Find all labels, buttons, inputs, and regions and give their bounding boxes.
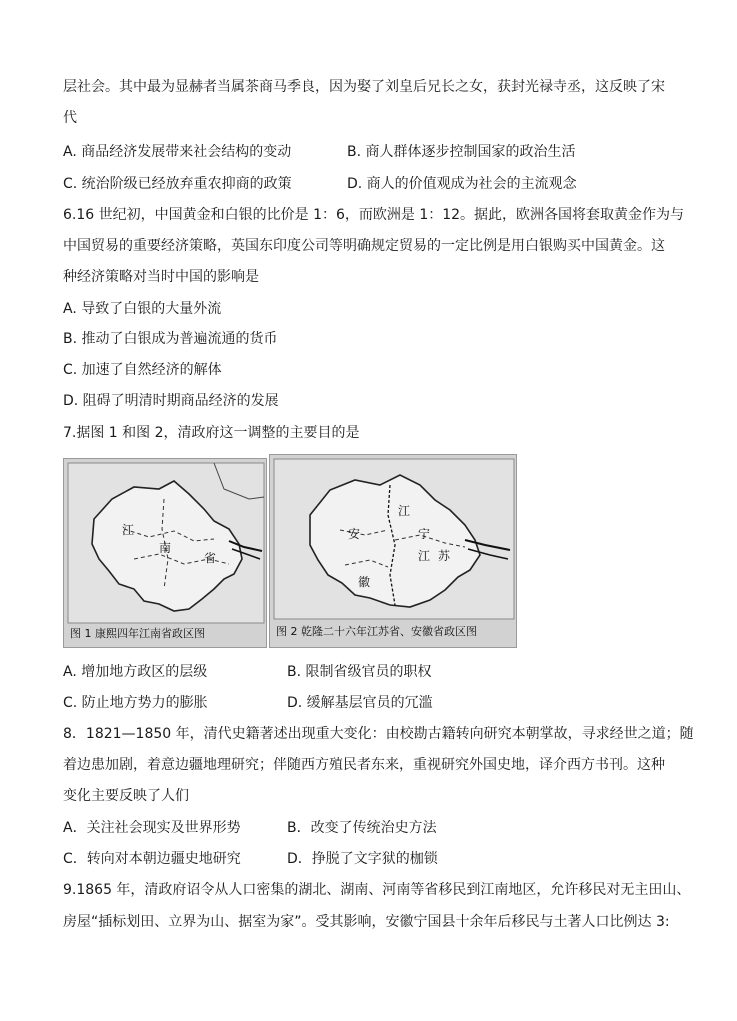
figure-1-caption: 图 1 康熙四年江南省政区图	[70, 627, 205, 640]
q7-option-c[interactable]: C. 防止地方势力的膨胀	[63, 695, 208, 711]
q5-stem-line1: 层社会。其中最为显赫者当属茶商马季良，因为娶了刘皇后兄长之女，获封光禄寺丞，这反映了宋	[63, 79, 665, 95]
q5-option-a[interactable]: A. 商品经济发展带来社会结构的变动	[63, 144, 292, 160]
q5-stem-line2: 代	[63, 110, 77, 126]
q9-stem-line1: 9.1865 年，清政府诏令从人口密集的湖北、湖南、河南等省移民到江南地区，允许移民对无主田山、	[63, 882, 691, 898]
figure-2-map	[269, 454, 517, 648]
q8-stem-line1: 8．1821—1850 年，清代史籍著述出现重大变化：由校勘古籍转向研究本朝掌故，寻求经世之道；随	[63, 726, 694, 742]
q7-option-a[interactable]: A. 增加地方政区的层级	[63, 664, 208, 680]
q8-stem-line3: 变化主要反映了人们	[63, 788, 189, 804]
q8-option-a[interactable]: A．关注社会现实及世界形势	[63, 820, 241, 836]
q6-stem-line1: 6.16 世纪初，中国黄金和白银的比价是 1：6，而欧洲是 1：12。据此，欧洲各国将套取黄金作为与	[63, 207, 685, 223]
q8-option-c[interactable]: C．转向对本朝边疆史地研究	[63, 851, 241, 867]
q8-option-d[interactable]: D．挣脱了文字狱的枷锁	[287, 851, 438, 867]
q8-stem-line2: 着边患加剧，着意边疆地理研究；伴随西方殖民者东来，重视研究外国史地，译介西方书刊。这种	[63, 757, 665, 773]
q5-option-d[interactable]: D. 商人的价值观成为社会的主流观念	[347, 176, 577, 192]
fig1-label-3: 省	[204, 551, 217, 565]
fig2-label-5: 苏	[438, 549, 451, 563]
q5-option-b[interactable]: B. 商人群体逐步控制国家的政治生活	[347, 144, 576, 160]
q6-stem-line3: 种经济策略对当时中国的影响是	[63, 269, 259, 285]
fig2-label-1: 江	[398, 504, 411, 518]
fig1-label-2: 南	[159, 541, 172, 555]
q8-option-b[interactable]: B．改变了传统治史方法	[287, 820, 437, 836]
figure-1-map	[63, 458, 267, 648]
q6-option-b[interactable]: B. 推动了白银成为普遍流通的货币	[63, 331, 278, 347]
q5-option-c[interactable]: C. 统治阶级已经放弃重农抑商的政策	[63, 176, 292, 192]
q9-stem-line2: 房屋“插标划田、立界为山、据室为家”。受其影响，安徽宁国县十余年后移民与土著人口比例达 3:	[63, 914, 670, 930]
q6-option-a[interactable]: A. 导致了白银的大量外流	[63, 301, 222, 317]
fig2-label-6: 徽	[358, 575, 371, 589]
fig2-label-4: 江	[418, 549, 431, 563]
fig2-label-3: 宁	[418, 527, 431, 541]
q7-option-b[interactable]: B. 限制省级官员的职权	[287, 664, 432, 680]
q7-stem: 7.据图 1 和图 2，清政府这一调整的主要目的是	[63, 425, 360, 441]
q6-stem-line2: 中国贸易的重要经济策略，英国东印度公司等明确规定贸易的一定比例是用白银购买中国黄金。这	[63, 238, 665, 254]
figure-2-caption: 图 2 乾隆二十六年江苏省、安徽省政区图	[276, 625, 477, 638]
q7-option-d[interactable]: D. 缓解基层官员的冗滥	[287, 695, 433, 711]
fig1-label-1: 江	[122, 523, 135, 537]
figure-2-map-drawing	[270, 455, 518, 649]
fig2-label-2: 安	[348, 527, 361, 541]
q6-option-d[interactable]: D. 阻碍了明清时期商品经济的发展	[63, 393, 279, 409]
q6-option-c[interactable]: C. 加速了自然经济的解体	[63, 362, 222, 378]
